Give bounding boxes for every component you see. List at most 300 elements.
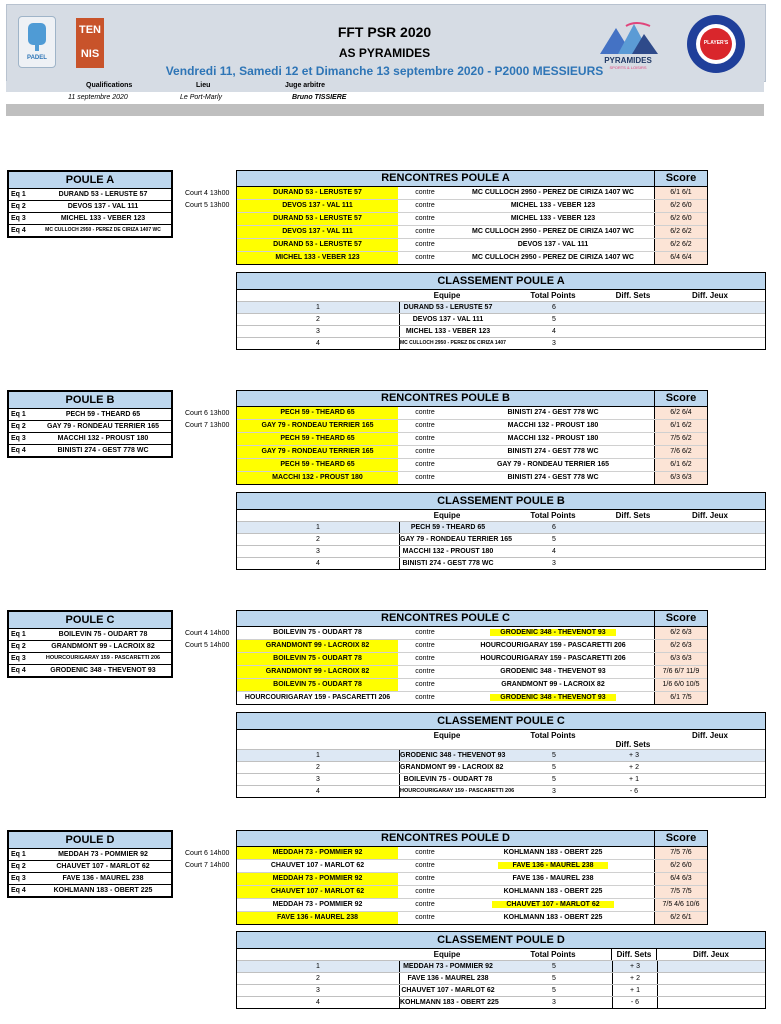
match-team1: FAVE 136 - MAUREL 238: [237, 912, 398, 924]
rank-team: KOHLMANN 183 - OBERT 225: [400, 999, 499, 1006]
court-label: Court 5 14h00: [185, 642, 230, 649]
ranking-row: [237, 761, 765, 773]
match-team2: BINISTI 274 - GEST 778 WC: [452, 407, 655, 419]
match-score: 6/2 6/0: [655, 200, 707, 212]
match-team1: MEDDAH 73 - POMMIER 92: [237, 873, 398, 885]
matches-table-poule-a: [236, 170, 708, 265]
match-contre: contre: [415, 914, 435, 921]
match-contre: contre: [415, 254, 435, 261]
ranking-title: CLASSEMENT POULE A: [237, 273, 765, 290]
match-contre: contre: [415, 681, 435, 688]
padel-logo-text: PADEL: [27, 55, 47, 61]
match-contre: contre: [415, 901, 435, 908]
team-list-poule-b: [7, 390, 173, 458]
col-diff-jeux: Diff. Jeux: [691, 511, 728, 520]
team-eq: Eq 1: [11, 851, 26, 858]
col-diff-jeux: Diff. Jeux: [691, 291, 728, 300]
match-score: 6/4 6/3: [655, 873, 707, 885]
match-team2: BINISTI 274 - GEST 778 WC: [452, 446, 655, 458]
ranking-row: [237, 301, 765, 313]
match-team1: GRANDMONT 99 - LACROIX 82: [237, 666, 398, 678]
rank-diff-sets: [612, 546, 656, 557]
match-score: 6/2 6/1: [655, 912, 707, 924]
rank-team: GAY 79 - RONDEAU TERRIER 165: [400, 536, 513, 543]
team-eq: Eq 2: [11, 203, 26, 210]
match-team2: DEVOS 137 - VAL 111: [452, 239, 655, 251]
match-score: 6/1 6/1: [655, 187, 707, 199]
team-name: DEVOS 137 - VAL 111: [67, 203, 139, 210]
rank-team: MC CULLOCH 2950 - PEREZ DE CIRIZA 1407: [399, 338, 496, 349]
tennis-logo-bottom: NIS: [80, 48, 100, 60]
ranking-table-poule-b: [236, 492, 766, 570]
ranking-row: [237, 533, 765, 545]
match-contre: contre: [415, 241, 435, 248]
match-contre: contre: [415, 202, 435, 209]
ranking-row: [237, 773, 765, 785]
rank-points: 6: [552, 304, 556, 311]
date-value: 11 septembre 2020: [68, 94, 128, 101]
team-name: MACCHI 132 - PROUST 180: [57, 435, 149, 442]
ranking-row: [237, 313, 765, 325]
match-team1: GRANDMONT 99 - LACROIX 82: [237, 640, 398, 652]
col-equipe: Equipe: [433, 731, 461, 740]
team-eq: Eq 3: [11, 435, 26, 442]
rank: 1: [316, 963, 320, 970]
match-team1: BOILEVIN 75 - OUDART 78: [237, 679, 398, 691]
rank-team: DURAND 53 - LERUSTE 57: [399, 302, 496, 313]
match-contre: contre: [415, 189, 435, 196]
team-name: HOURCOURIGARAY 159 - PASCARETTI 206: [45, 655, 161, 661]
rank: 2: [316, 316, 320, 323]
match-team2: HOURCOURIGARAY 159 - PASCARETTI 206: [452, 653, 655, 665]
match-contre: contre: [415, 461, 435, 468]
match-contre: contre: [415, 694, 435, 701]
col-equipe: Equipe: [433, 291, 461, 300]
match-team2: MICHEL 133 - VEBER 123: [452, 213, 655, 225]
rank-diff-sets: - 6: [612, 997, 658, 1008]
rank-team: GRANDMONT 99 - LACROIX 82: [400, 764, 504, 771]
pyramides-logo-text: PYRAMIDES: [604, 56, 652, 65]
ranking-row: [237, 785, 765, 797]
match-team2: CHAUVET 107 - MARLOT 62: [492, 901, 613, 908]
ranking-table-poule-d: [236, 931, 766, 1009]
rank-team: MACCHI 132 - PROUST 180: [399, 546, 496, 557]
rank-diff-sets: + 3: [629, 752, 639, 759]
team-row: [9, 653, 171, 665]
rank-diff-sets: [612, 338, 656, 349]
rank-team: HOURCOURIGARAY 159 - PASCARETTI 206: [399, 786, 496, 797]
match-row: [237, 252, 707, 264]
event-subtitle: Vendredi 11, Samedi 12 et Dimanche 13 septembre 2020 - P2000 MESSIEURS: [165, 64, 604, 78]
match-row: [237, 912, 707, 924]
col-total-points: Total Points: [530, 950, 576, 959]
poule-title: POULE B: [9, 392, 171, 409]
match-row: [237, 239, 707, 252]
score-header: Score: [665, 612, 697, 624]
match-score: 6/3 6/3: [655, 472, 707, 484]
rank-diff-sets: + 3: [612, 961, 658, 972]
team-row: [9, 421, 171, 433]
match-contre: contre: [415, 655, 435, 662]
score-header: Score: [665, 172, 697, 184]
court-label: Court 6 14h00: [185, 850, 230, 857]
team-name: GAY 79 - RONDEAU TERRIER 165: [46, 423, 160, 430]
col-diff-sets: Diff. Sets: [615, 740, 651, 749]
score-header: Score: [665, 832, 697, 844]
match-row: [237, 886, 707, 899]
matches-table-poule-b: [236, 390, 708, 485]
rank: 3: [316, 987, 320, 994]
match-team1: PECH 59 - THEARD 65: [237, 407, 398, 419]
rank-diff-sets: [612, 522, 656, 533]
match-team1: CHAUVET 107 - MARLOT 62: [237, 886, 398, 898]
match-contre: contre: [415, 629, 435, 636]
match-contre: contre: [415, 422, 435, 429]
team-list-poule-c: [7, 610, 173, 678]
separator-band: [6, 105, 764, 116]
matches-table-poule-d: [236, 830, 708, 925]
rank-diff-sets: [612, 558, 656, 569]
poule-title: POULE A: [9, 172, 171, 189]
match-row: [237, 459, 707, 472]
ranking-row: [237, 557, 765, 569]
match-score: 6/2 6/3: [655, 640, 707, 652]
ranking-row: [237, 521, 765, 533]
match-row: [237, 433, 707, 446]
match-score: 6/2 6/2: [655, 239, 707, 251]
match-team2: KOHLMANN 183 - OBERT 225: [452, 886, 655, 898]
rank: 3: [316, 776, 320, 783]
col-total-points: Total Points: [530, 511, 576, 520]
team-row: [9, 629, 171, 641]
match-team2: GRODENIC 348 - THEVENOT 93: [490, 694, 615, 701]
team-row: [9, 201, 171, 213]
rank-points: 5: [552, 987, 556, 994]
match-row: [237, 679, 707, 692]
match-row: [237, 226, 707, 239]
rank-team: FAVE 136 - MAUREL 238: [399, 973, 496, 984]
rank: 4: [316, 560, 320, 567]
team-row: [9, 849, 171, 861]
match-score: 7/5 4/6 10/6: [655, 899, 707, 911]
col-diff-sets: Diff. Sets: [611, 949, 657, 960]
match-contre: contre: [415, 228, 435, 235]
match-team1: PECH 59 - THEARD 65: [237, 433, 398, 445]
team-row: [9, 433, 171, 445]
rank-team: GRODENIC 348 - THEVENOT 93: [400, 752, 506, 759]
match-team1: GAY 79 - RONDEAU TERRIER 165: [237, 446, 398, 458]
juge-value: Bruno TISSIERE: [292, 94, 347, 101]
team-eq: Eq 1: [11, 631, 26, 638]
match-row: [237, 627, 707, 640]
team-eq: Eq 4: [11, 667, 26, 674]
team-name: DURAND 53 - LERUSTE 57: [58, 191, 148, 198]
match-team2: MC CULLOCH 2950 - PEREZ DE CIRIZA 1407 WC: [452, 226, 655, 238]
match-row: [237, 472, 707, 484]
rank-diff-sets: [612, 314, 656, 325]
match-score: 6/1 6/2: [655, 459, 707, 471]
team-eq: Eq 4: [11, 447, 26, 454]
match-score: 7/5 7/6: [655, 847, 707, 859]
rank: 2: [316, 975, 320, 982]
ranking-row: [237, 984, 765, 996]
col-diff-sets: Diff. Sets: [615, 291, 651, 300]
rank-diff-sets: [612, 534, 656, 545]
match-row: [237, 653, 707, 666]
match-score: 6/2 6/4: [655, 407, 707, 419]
team-name: BOILEVIN 75 - OUDART 78: [58, 631, 148, 638]
match-score: 6/2 6/0: [655, 213, 707, 225]
rank-team: BINISTI 274 - GEST 778 WC: [399, 558, 496, 569]
rank-points: 5: [552, 963, 556, 970]
team-eq: Eq 3: [11, 875, 26, 882]
rank-team: PECH 59 - THEARD 65: [399, 522, 496, 533]
match-row: [237, 213, 707, 226]
court-label: Court 7 13h00: [185, 422, 230, 429]
court-label: Court 4 13h00: [185, 190, 230, 197]
rank-points: 5: [552, 975, 556, 982]
match-team2: KOHLMANN 183 - OBERT 225: [452, 912, 655, 924]
team-eq: Eq 2: [11, 863, 26, 870]
team-eq: Eq 1: [11, 191, 26, 198]
match-team1: MEDDAH 73 - POMMIER 92: [237, 847, 398, 859]
match-row: [237, 899, 707, 912]
match-row: [237, 407, 707, 420]
team-list-poule-d: [7, 830, 173, 898]
match-team2: BINISTI 274 - GEST 778 WC: [452, 472, 655, 484]
match-score: 1/6 6/0 10/5: [655, 679, 707, 691]
match-team2: MACCHI 132 - PROUST 180: [452, 420, 655, 432]
team-row: [9, 189, 171, 201]
score-header: Score: [665, 392, 697, 404]
team-name: FAVE 136 - MAUREL 238: [62, 875, 144, 882]
rank-team: CHAUVET 107 - MARLOT 62: [399, 985, 496, 996]
pyramides-logo-sub: SPORTS & LOISIRS: [609, 65, 647, 70]
match-score: 6/1 7/5: [655, 692, 707, 704]
team-eq: Eq 2: [11, 423, 26, 430]
match-team1: DEVOS 137 - VAL 111: [237, 200, 398, 212]
match-team2: FAVE 136 - MAUREL 238: [498, 862, 607, 869]
rank-diff-sets: + 1: [612, 985, 658, 996]
matches-title: RENCONTRES POULE A: [237, 171, 655, 186]
match-team2: GRANDMONT 99 - LACROIX 82: [452, 679, 655, 691]
rank-diff-sets: + 1: [629, 776, 639, 783]
match-score: 6/2 6/3: [655, 627, 707, 639]
match-team1: DEVOS 137 - VAL 111: [237, 226, 398, 238]
match-contre: contre: [415, 215, 435, 222]
match-score: 7/5 7/5: [655, 886, 707, 898]
rank-points: 3: [552, 999, 556, 1006]
rank-points: 4: [552, 548, 556, 555]
ranking-table-poule-a: [236, 272, 766, 350]
rank-team: BOILEVIN 75 - OUDART 78: [399, 774, 496, 785]
match-row: [237, 446, 707, 459]
lieu-label: Lieu: [196, 82, 211, 89]
court-label: Court 6 13h00: [185, 410, 230, 417]
match-team1: BOILEVIN 75 - OUDART 78: [237, 653, 398, 665]
team-name: PECH 59 - THEARD 65: [65, 411, 141, 418]
ranking-title: CLASSEMENT POULE D: [237, 932, 765, 949]
team-row: [9, 641, 171, 653]
match-contre: contre: [415, 668, 435, 675]
match-team1: DURAND 53 - LERUSTE 57: [237, 239, 398, 251]
team-row: [9, 409, 171, 421]
rank: 1: [316, 524, 320, 531]
ranking-title: CLASSEMENT POULE C: [237, 713, 765, 730]
match-score: 7/5 6/2: [655, 433, 707, 445]
team-row: [9, 665, 171, 676]
rank-points: 5: [552, 536, 556, 543]
col-diff-jeux: Diff. Jeux: [691, 731, 728, 740]
match-row: [237, 666, 707, 679]
col-equipe: Equipe: [433, 511, 461, 520]
ranking-row: [237, 337, 765, 349]
juge-label: Juge arbitre: [285, 82, 326, 89]
rank-team: DEVOS 137 - VAL 111: [399, 314, 496, 325]
rank-team: MEDDAH 73 - POMMIER 92: [399, 961, 496, 972]
ranking-table-poule-c: [236, 712, 766, 798]
match-team1: GAY 79 - RONDEAU TERRIER 165: [237, 420, 398, 432]
match-team1: DURAND 53 - LERUSTE 57: [237, 213, 398, 225]
rank: 3: [316, 548, 320, 555]
match-score: 6/3 6/3: [655, 653, 707, 665]
rank-points: 5: [552, 316, 556, 323]
team-row: [9, 213, 171, 225]
match-team2: FAVE 136 - MAUREL 238: [452, 873, 655, 885]
match-team2: KOHLMANN 183 - OBERT 225: [452, 847, 655, 859]
rank: 3: [316, 328, 320, 335]
rank: 1: [316, 304, 320, 311]
match-contre: contre: [415, 435, 435, 442]
match-contre: contre: [415, 642, 435, 649]
club-name: AS PYRAMIDES: [338, 46, 431, 60]
rank-points: 4: [552, 328, 556, 335]
match-team2: MACCHI 132 - PROUST 180: [452, 433, 655, 445]
team-name: MC CULLOCH 2950 - PEREZ DE CIRIZA 1407 WC: [45, 227, 161, 233]
ranking-title: CLASSEMENT POULE B: [237, 493, 765, 510]
match-contre: contre: [415, 409, 435, 416]
team-row: [9, 445, 171, 456]
match-team2: GRODENIC 348 - THEVENOT 93: [490, 629, 615, 636]
match-team1: DURAND 53 - LERUSTE 57: [237, 187, 398, 199]
team-row: [9, 861, 171, 873]
match-team1: MACCHI 132 - PROUST 180: [237, 472, 398, 484]
match-team2: MICHEL 133 - VEBER 123: [452, 200, 655, 212]
match-score: 6/2 6/2: [655, 226, 707, 238]
team-row: [9, 225, 171, 236]
rank: 2: [316, 536, 320, 543]
team-name: KOHLMANN 183 - OBERT 225: [53, 887, 153, 894]
match-score: 6/4 6/4: [655, 252, 707, 264]
rank: 4: [316, 788, 320, 795]
team-eq: Eq 2: [11, 643, 26, 650]
matches-title: RENCONTRES POULE D: [237, 831, 655, 846]
match-contre: contre: [415, 849, 435, 856]
rank: 1: [316, 752, 320, 759]
team-name: CHAUVET 107 - MARLOT 62: [56, 863, 150, 870]
match-row: [237, 420, 707, 433]
rank: 4: [316, 340, 320, 347]
match-team1: MEDDAH 73 - POMMIER 92: [272, 901, 363, 908]
poule-title: POULE D: [9, 832, 171, 849]
rank-points: 3: [552, 560, 556, 567]
page-title: FFT PSR 2020: [337, 24, 432, 40]
court-label: Court 5 13h00: [185, 202, 230, 209]
team-eq: Eq 1: [11, 411, 26, 418]
col-equipe: Equipe: [433, 950, 461, 959]
matches-title: RENCONTRES POULE C: [237, 611, 655, 626]
match-team2: MC CULLOCH 2950 - PEREZ DE CIRIZA 1407 WC: [452, 187, 655, 199]
match-team1: MICHEL 133 - VEBER 123: [237, 252, 398, 264]
ranking-row: [237, 325, 765, 337]
match-row: [237, 860, 707, 873]
rank-diff-sets: + 2: [629, 764, 639, 771]
match-team2: GRODENIC 348 - THEVENOT 93: [452, 666, 655, 678]
match-row: [237, 640, 707, 653]
court-label: Court 7 14h00: [185, 862, 230, 869]
team-name: MICHEL 133 - VEBER 123: [60, 215, 146, 222]
team-eq: Eq 4: [11, 887, 26, 894]
team-eq: Eq 4: [11, 227, 26, 234]
match-contre: contre: [415, 875, 435, 882]
match-contre: contre: [415, 862, 435, 869]
rank-points: 3: [552, 340, 556, 347]
match-team1: BOILEVIN 75 - OUDART 78: [273, 629, 362, 636]
rank-diff-sets: + 2: [612, 973, 658, 984]
match-team1: CHAUVET 107 - MARLOT 62: [270, 862, 365, 869]
match-score: 6/2 6/0: [655, 860, 707, 872]
col-total-points: Total Points: [530, 291, 576, 300]
lieu-value: Le Port-Marly: [180, 94, 223, 101]
rank-points: 5: [552, 764, 556, 771]
ranking-row: [237, 545, 765, 557]
team-name: GRANDMONT 99 - LACROIX 82: [51, 643, 155, 650]
ranking-row: [237, 960, 765, 972]
match-row: [237, 873, 707, 886]
ranking-row: [237, 996, 765, 1008]
match-team2: MC CULLOCH 2950 - PEREZ DE CIRIZA 1407 WC: [452, 252, 655, 264]
match-contre: contre: [415, 888, 435, 895]
match-score: 7/6 6/2: [655, 446, 707, 458]
team-name: MEDDAH 73 - POMMIER 92: [58, 851, 148, 858]
poule-title: POULE C: [9, 612, 171, 629]
team-row: [9, 873, 171, 885]
match-team2: HOURCOURIGARAY 159 - PASCARETTI 206: [452, 640, 655, 652]
match-row: [237, 692, 707, 704]
matches-table-poule-c: [236, 610, 708, 705]
match-contre: contre: [415, 474, 435, 481]
match-team1: PECH 59 - THEARD 65: [237, 459, 398, 471]
team-list-poule-a: [7, 170, 173, 238]
col-total-points: Total Points: [530, 731, 576, 740]
rank-diff-sets: - 6: [629, 788, 639, 795]
court-label: Court 4 14h00: [185, 630, 230, 637]
team-row: [9, 885, 171, 896]
col-diff-jeux: Diff. Jeux: [692, 950, 729, 959]
rank-points: 5: [552, 752, 556, 759]
match-contre: contre: [415, 448, 435, 455]
rank-points: 3: [552, 788, 556, 795]
match-team2: GAY 79 - RONDEAU TERRIER 165: [452, 459, 655, 471]
ranking-row: [237, 749, 765, 761]
match-row: [237, 187, 707, 200]
ranking-row: [237, 972, 765, 984]
team-eq: Eq 3: [11, 215, 26, 222]
rank-points: 5: [552, 776, 556, 783]
col-diff-sets: Diff. Sets: [615, 511, 651, 520]
rank-points: 6: [552, 524, 556, 531]
rank-diff-sets: [612, 326, 656, 337]
